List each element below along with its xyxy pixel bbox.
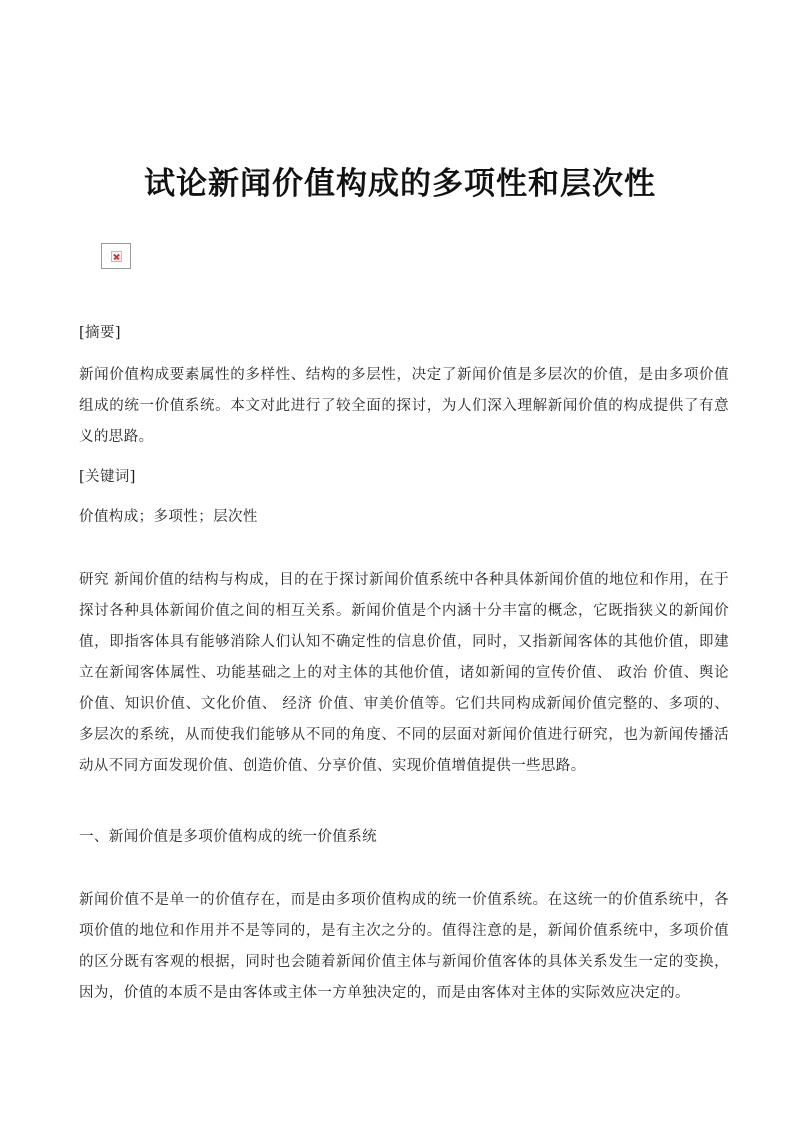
section-one-paragraph: 新闻价值不是单一的价值存在，而是由多项价值构成的统一价值系统。在这统一的价值系统中，各项价值的地位和作用并不是等同的，是有主次之分的。值得注意的是，新闻价值系统中，多项价值的区分既有客观的根据，同时也会随着新闻价值主体与新闻价值客体的具体关系发生一定的变换，因为，价值的本质不是由客体或主体一方单独决定的，而是由客体对主体的实际效应决定的。 xyxy=(79,892,729,1001)
broken-image-glyph xyxy=(111,251,122,262)
document-title: 试论新闻价值构成的多项性和层次性 xyxy=(144,166,656,202)
abstract-text: 新闻价值构成要素属性的多样性、结构的多层性，决定了新闻价值是多层次的价值，是由多项价值组成的统一价值系统。本文对此进行了较全面的探讨，为人们深入理解新闻价值的构成提供了有意义的思路。 xyxy=(79,367,729,445)
broken-image-icon xyxy=(101,243,131,269)
keywords-text: 价值构成；多项性；层次性 xyxy=(79,509,258,525)
section-one-heading: 一、新闻价值是多项价值构成的统一价值系统 xyxy=(79,829,377,845)
abstract-label: [摘要] xyxy=(79,325,121,341)
intro-paragraph: 研究 新闻价值的结构与构成，目的在于探讨新闻价值系统中各种具体新闻价值的地位和作用，在于探讨各种具体新闻价值之间的相互关系。新闻价值是个内涵十分丰富的概念，它既指狭义的新闻价值，即指客体具有能够消除人们认知不确定性的信息价值，同时，又指新闻客体的其他价值，即建立在新闻客体属性、功能基础之上的对主体的其他价值，诸如新闻的宣传价值、 政治 价值、舆论价值、知识价值、文化价值、 经济 价值、审美价值等。它们共同构成新闻价值完整的、多项的、多层次的系统，从而使我们能够从不同的角度、不同的层面对新闻价值进行研究，也为新闻传播活动从不同方面发现价值、创造价值、分享价值、实现价值增值提供一些思路。 xyxy=(79,572,729,774)
keywords-label: [关键词] xyxy=(79,469,136,485)
